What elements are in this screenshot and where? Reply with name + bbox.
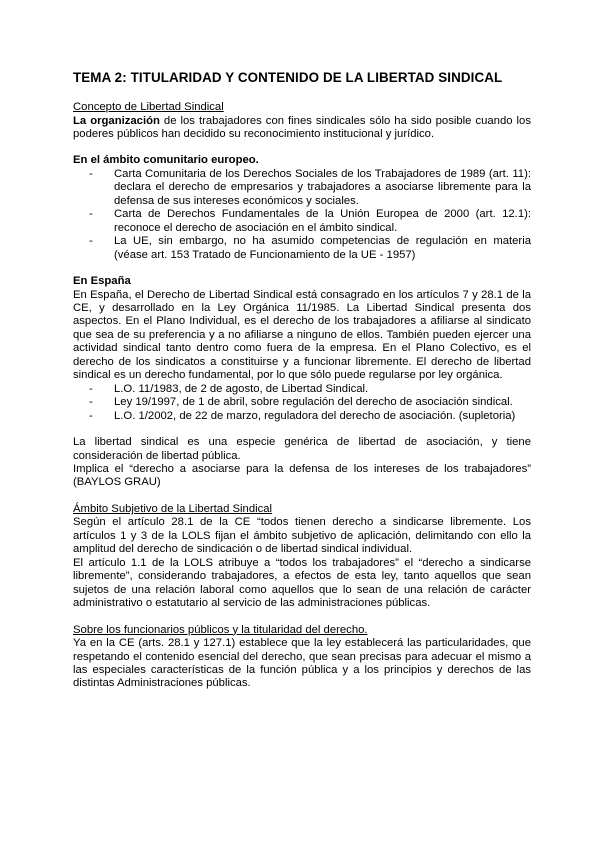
section-heading-europeo: En el ámbito comunitario europeo. [73,154,259,167]
section-heading-espana: En España [73,275,131,288]
paragraph-funcionarios: Ya en la CE (arts. 28.1 y 127.1) establece que la ley establecerá las particularidades, que respetando el contenido esencial del derecho, que sean precisas para adecuar el mismo a las especiales características de la función pública y a los principios y derechos de las distintas Administraciones públicas. [73,637,531,690]
paragraph-libertad-asociacion: La libertad sindical es una especie genérica de libertad de asociación, y tiene consideración de libertad pública. [73,436,531,462]
list-item: - La UE, sin embargo, no ha asumido competencias de regulación en materia (véase art. 153 Tratado de Funcionamiento de la UE - 1957) [114,235,531,262]
list-item: - L.O. 11/1983, de 2 de agosto, de Libertad Sindical. [114,383,531,396]
section-heading-ambito: Ámbito Subjetivo de la Libertad Sindical [73,502,273,515]
paragraph-espana: En España, el Derecho de Libertad Sindical está consagrado en los artículos 7 y 28.1 de la CE, y desarrollado en la Ley Orgánica 11/1985. La Libertad Sindical presenta dos aspectos. En el Plano Individual, es el derecho de los trabajadores a afiliarse al sindicato que sea de su preferencia y a no afiliarse a ninguno de ellos. También pueden ejercer una actividad sindical tanto dentro como fuera de la empresa. En el Plano Colectivo, es el derecho de los sindicatos a constituirse y a funcionar libremente. El derecho de libertad sindical es un derecho fundamental, por lo que sólo puede regularse por ley orgánica. [73,288,531,382]
paragraph-ambito-2: El artículo 1.1 de la LOLS atribuye a “todos los trabajadores” el “derecho a sindicarse libremente”, considerando trabajadores, a efectos de esta ley, tanto aquellos que sean sujetos de una relación laboral como aquellos que lo sean de una relación de carácter administrativo o estatutario al servicio de las administraciones públicas. [73,556,531,610]
paragraph-baylos: Implica el “derecho a asociarse para la defensa de los intereses de los trabajadores” (BAYLOS GRAU) [73,463,531,489]
page-title: TEMA 2: TITULARIDAD Y CONTENIDO DE LA LIBERTAD SINDICAL [73,70,503,85]
espana-list [73,383,531,423]
list-item: - Ley 19/1997, de 1 de abril, sobre regulación del derecho de asociación sindical. [114,396,531,409]
bold-lead: La organización [73,114,160,127]
list-item: - L.O. 1/2002, de 22 de marzo, reguladora del derecho de asociación. (supletoria) [114,410,531,423]
paragraph-ambito-1: Según el artículo 28.1 de la CE “todos tienen derecho a sindicarse libremente. Los artículos 1 y 3 de la LOLS fijan el ámbito subjetivo de aplicación, delimitando con ello la amplitud del derecho de sindicación o de libertad sindical individual. [73,516,531,556]
section-heading-concepto: Concepto de Libertad Sindical [73,101,224,113]
list-item: - Carta de Derechos Fundamentales de la Unión Europea de 2000 (art. 12.1): reconoce el derecho de asociación en el ámbito sindical. [114,208,531,235]
paragraph-concepto [73,115,531,142]
section-heading-funcionarios: Sobre los funcionarios públicos y la titularidad del derecho. [73,623,368,636]
document-page [73,70,531,691]
list-item: - Carta Comunitaria de los Derechos Sociales de los Trabajadores de 1989 (art. 11): declara el derecho de empresarios y trabajadores a asociarse libremente para la defensa de sus intereses económicos y sociales. [114,168,531,208]
paragraph-text: de los trabajadores con fines sindicales sólo ha sido posible cuando los poderes públicos han decidido su reconocimiento institucional y jurídico. [73,114,531,140]
europeo-list [73,168,531,262]
